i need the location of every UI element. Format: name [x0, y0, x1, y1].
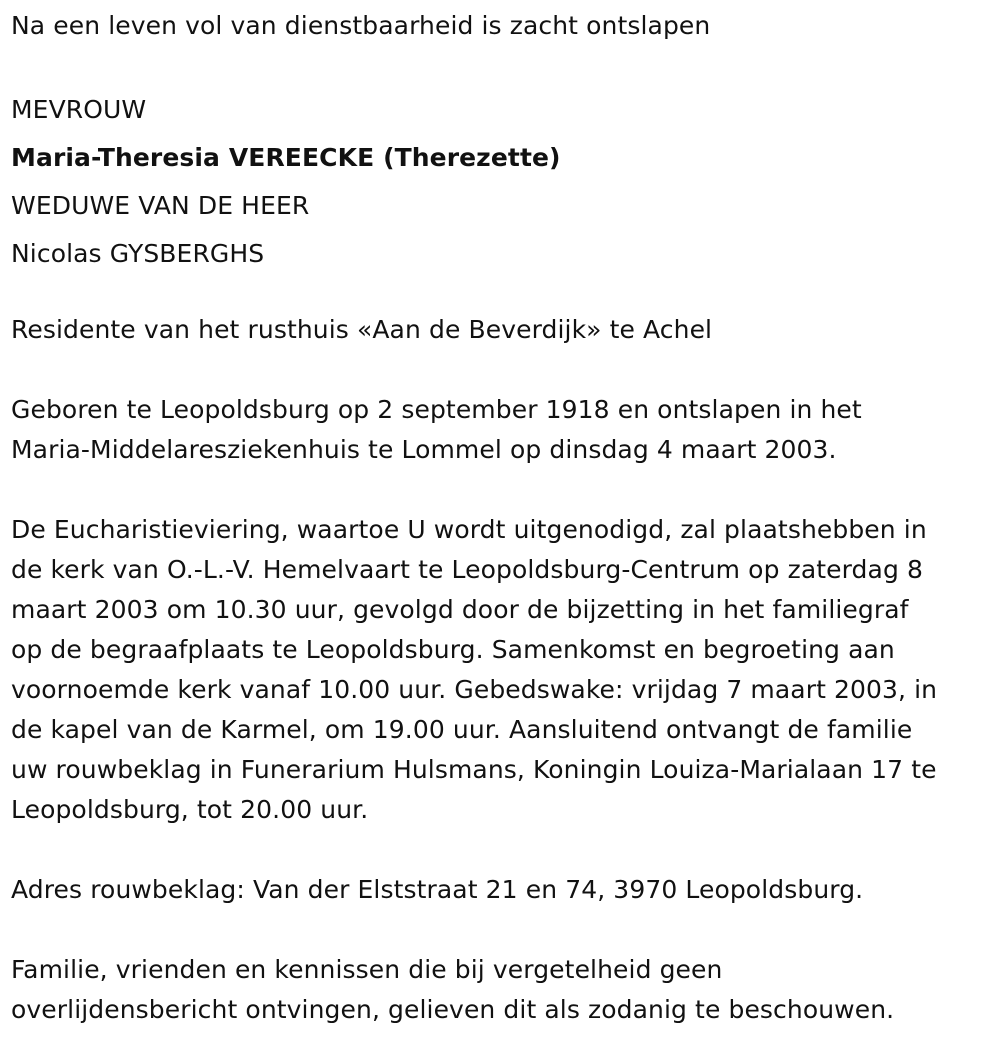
- birth-death-paragraph: [11, 390, 991, 470]
- obituary-notice: [11, 6, 991, 1030]
- address-text: Adres rouwbeklag: Van der Elststraat 21 en 74, 3970 Leopoldsburg.: [11, 875, 864, 904]
- ceremony-line: op de begraafplaats te Leopoldsburg. Samenkomst en begroeting aan: [11, 635, 895, 664]
- ceremony-paragraph: [11, 510, 991, 830]
- spouse-name: Nicolas GYSBERGHS: [11, 239, 265, 268]
- birth-death-line: Maria-Middelaresziekenhuis te Lommel op dinsdag 4 maart 2003.: [11, 435, 837, 464]
- closing-paragraph: [11, 950, 991, 1030]
- intro-text: Na een leven vol van dienstbaarheid is zacht ontslapen: [11, 11, 711, 40]
- ceremony-line: voornoemde kerk vanaf 10.00 uur. Gebedswake: vrijdag 7 maart 2003, in: [11, 675, 938, 704]
- closing-line: overlijdensbericht ontvingen, gelieven dit als zodanig te beschouwen.: [11, 995, 895, 1024]
- ceremony-line: Leopoldsburg, tot 20.00 uur.: [11, 795, 369, 824]
- residence-text: Residente van het rusthuis «Aan de Beverdijk» te Achel: [11, 315, 713, 344]
- title-line: MEVROUW: [11, 95, 147, 124]
- birth-death-line: Geboren te Leopoldsburg op 2 september 1918 en ontslapen in het: [11, 395, 862, 424]
- closing-line: Familie, vrienden en kennissen die bij vergetelheid geen: [11, 955, 723, 984]
- ceremony-line: de kapel van de Karmel, om 19.00 uur. Aansluitend ontvangt de familie: [11, 715, 913, 744]
- ceremony-line: de kerk van O.-L.-V. Hemelvaart te Leopoldsburg-Centrum op zaterdag 8: [11, 555, 923, 584]
- widow-line: WEDUWE VAN DE HEER: [11, 191, 310, 220]
- name-block: [11, 86, 991, 278]
- ceremony-line: maart 2003 om 10.30 uur, gevolgd door de bijzetting in het familiegraf: [11, 595, 909, 624]
- deceased-name: Maria-Theresia VEREECKE (Therezette): [11, 143, 561, 172]
- ceremony-line: De Eucharistieviering, waartoe U wordt uitgenodigd, zal plaatshebben in: [11, 515, 927, 544]
- ceremony-line: uw rouwbeklag in Funerarium Hulsmans, Koningin Louiza-Marialaan 17 te: [11, 755, 937, 784]
